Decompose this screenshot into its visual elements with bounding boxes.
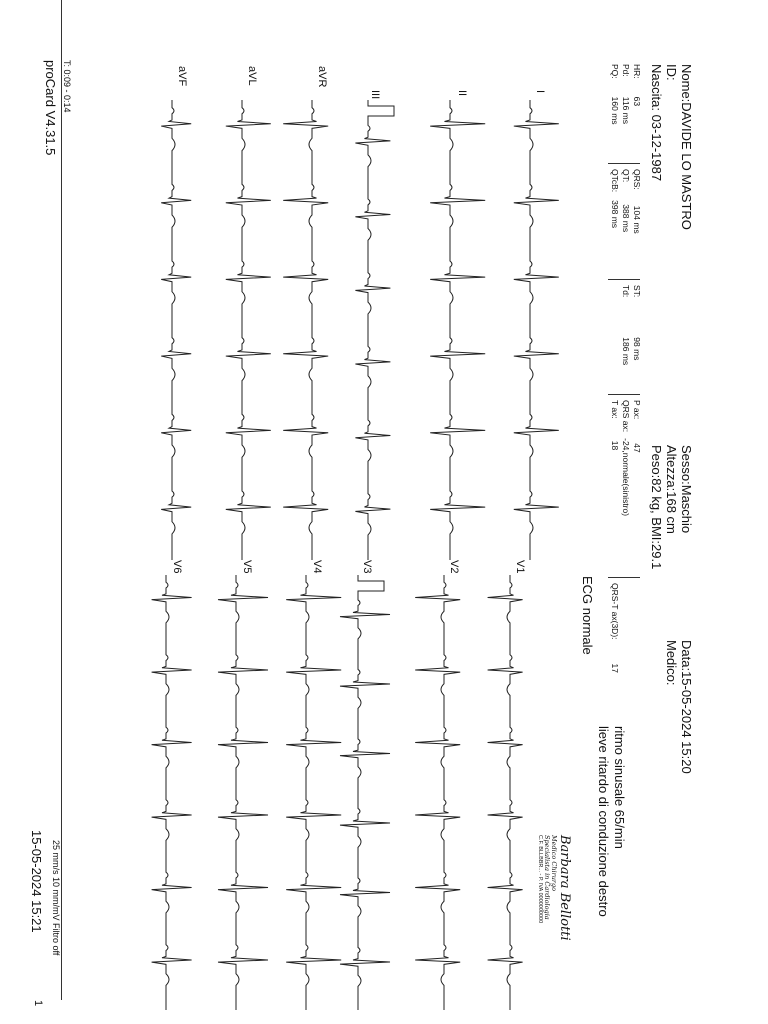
- lead-label-v4: V4: [311, 560, 323, 574]
- lead-label-v2: V2: [448, 560, 460, 574]
- patient-height: Altezza:168 cm: [664, 445, 679, 534]
- ecg-trace-v1: [488, 575, 523, 1010]
- meas-value: 104 ms: [632, 205, 642, 234]
- stamp-signature: Barbara Bellotti: [557, 835, 572, 941]
- stamp-line: Medico Chirurgo: [550, 835, 558, 892]
- meas-label: QT:: [621, 169, 631, 183]
- ecg-trace-v5: [218, 575, 268, 1010]
- footer-print-date: 15-05-2024 15:21: [29, 830, 44, 933]
- patient-birth: Nascita: 03-12-1987: [649, 64, 664, 182]
- lead-label-v1: V1: [514, 560, 526, 574]
- lead-label-ii: II: [456, 90, 468, 97]
- ecg-trace-v3: [340, 575, 390, 1010]
- ecg-trace-v4: [286, 575, 341, 1010]
- lead-label-i: I: [534, 90, 546, 94]
- meas-label: QRS-T ax(3D):: [610, 583, 620, 640]
- meas-value: 116 ms: [621, 96, 631, 125]
- ecg-trace-ii: [430, 100, 485, 560]
- stamp-line: Specialista in Cardiologia: [543, 835, 551, 920]
- meas-label: Pd:: [621, 64, 631, 77]
- patient-weight: Peso:82 kg, BMI:29.1: [649, 445, 664, 570]
- ecg-trace-iii: [355, 100, 394, 560]
- ecg-trace-v6: [152, 575, 192, 1010]
- interpretation-line: ritmo sinusale 65/min: [612, 726, 627, 849]
- interpretation-line: lieve ritardo di conduzione destro: [596, 726, 611, 917]
- meas-value: 47: [632, 443, 642, 453]
- meas-value: -24,normale(sinistro): [621, 438, 631, 517]
- lead-label-avl: aVL: [246, 66, 258, 86]
- patient-name: Nome:DAVIDE LO MASTRO: [679, 64, 694, 230]
- meas-label: PQ:: [610, 64, 620, 79]
- ecg-trace-avf: [161, 100, 191, 560]
- meas-value: 18: [610, 440, 620, 451]
- meas-value: 398 ms: [610, 200, 620, 229]
- ecg-trace-i: [514, 100, 559, 560]
- lead-label-avf: aVF: [176, 66, 188, 87]
- lead-label-v5: V5: [241, 560, 253, 574]
- footer-software: proCard V4.31.5: [43, 60, 58, 156]
- meas-value: 17: [610, 663, 620, 673]
- lead-label-v6: V6: [171, 560, 183, 574]
- meas-label: QTcB:: [610, 169, 620, 193]
- exam-doctor: Medico:: [664, 640, 679, 686]
- meas-value: 98 ms: [632, 337, 642, 361]
- lead-label-avr: aVR: [316, 66, 328, 88]
- lead-label-iii: III: [369, 90, 381, 100]
- meas-value: 63: [632, 96, 642, 107]
- patient-sex: Sesso:Maschio: [679, 445, 694, 534]
- footer-page-number: 1: [32, 1000, 44, 1007]
- meas-label: QRS ax:: [621, 400, 631, 433]
- lead-label-v3: V3: [361, 560, 373, 574]
- ecg-trace-v2: [415, 575, 460, 1010]
- ecg-trace-avr: [283, 100, 328, 560]
- meas-label: T ax:: [610, 400, 620, 419]
- exam-date: Data:15-05-2024 15:20: [679, 640, 694, 774]
- meas-label: ST:: [632, 285, 642, 298]
- meas-label: HR:: [632, 64, 642, 79]
- ecg-trace-avl: [226, 100, 271, 560]
- meas-value: 160 ms: [610, 96, 620, 125]
- footer-settings: 25 mm/s 10 mm/mV Filtro off: [51, 840, 61, 956]
- meas-label: QRS:: [632, 169, 642, 190]
- footer-time-range: T: 0:09 - 0:14: [62, 60, 72, 113]
- stamp-line: C.F. BLLBBR... - P. IVA 0000000000: [537, 835, 543, 924]
- meas-label: Td:: [621, 285, 631, 298]
- interpretation-line: ECG normale: [580, 576, 595, 655]
- patient-id: ID:: [664, 64, 679, 81]
- footer-divider: [61, 0, 62, 1000]
- meas-value: 186 ms: [621, 337, 631, 366]
- meas-value: 388 ms: [621, 204, 631, 233]
- meas-label: P ax:: [632, 400, 642, 420]
